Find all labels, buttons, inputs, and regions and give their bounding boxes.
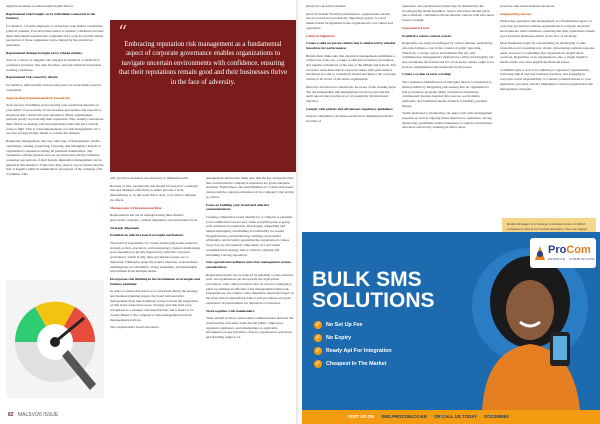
subheading: Establish an effective board oversight mechanism:	[110, 233, 184, 238]
subheading: Create a system of early warning:	[402, 72, 452, 77]
subheading: Strategic Alignment	[110, 225, 140, 230]
ad-visit-label: VISIT US ON	[348, 414, 375, 419]
left-column-3	[206, 176, 294, 404]
subheading: Comply with policies and all relevant regulatory guidelines:	[306, 106, 394, 111]
ad-feature-list	[314, 320, 392, 372]
ad-title-line-2: SOLUTIONS	[312, 289, 435, 312]
paragraph: Reputation management, like any other type of management, entails organising, creating, preserving, fostering, and managing a brand's or organisation's reputation among all pertinent stakeholders. The businesses with the greatest success are those that actively influence consumer perceptions of their brands. Reputation management can be helpful in this situation. If this isn't done, there's a good chance that the risk of negative shifts in stakeholders' perception of the company will crystallise. This	[6, 139, 104, 177]
paragraph: for instance, a hostile employee or an investor who makes contentious political remarks. Executive misconduct is another contributor because these individuals represent the companies they work for and the public perception of those companies can be shaped by the executives' reputation.	[6, 24, 104, 47]
section-heading: Operational Focus	[402, 25, 430, 30]
subheading: Focus on building your brand and effective communications:	[206, 202, 270, 212]
paragraph: Teams dedicated to monitoring can assist with crisis management response as well as ongoing threat detection to reputation. Strong monitoring capabilities enable businesses to analyse and interpret data more effectively, resulting in better, more	[402, 111, 493, 130]
paragraph: Reputational harm can be reduced by handling a crisis situation well. An organisation can incorporate the appropriate procedures, roles, and governance into its current contingency plans by utilising an efficient crisis management framework. Organisations can conduct crisis simulation rehearsals based on the most critical reputational risks to test procedures and gain experience in preparedness for disruptive occurrences.	[206, 272, 294, 305]
procom-logo	[530, 238, 596, 268]
paragraph: Apart from their financial performance, organisations should also be perceived as positively impacting society. A social mission must be ingrained in the organisation's core values and operations.	[306, 11, 393, 30]
paragraph: Because of this, reputational risk should be treated as a strategic risk and managed effectively to either prevent it from materialising or, in the event that it does, to be able to mitigate its effects.	[110, 183, 199, 202]
paragraph: for instance, unfavourable reviews and posts on social media beyond complaints.	[6, 83, 101, 92]
paragraph: Serious compliance violations are the most damaging incidents in terms of	[306, 114, 393, 124]
paragraph: why proactive measures are necessary to minimise harm.	[110, 176, 189, 180]
ad-feature: ✓ Cheapest In The Market	[315, 360, 387, 367]
paragraph: Reputational risk can be managed using three distinct approaches: strategic, cultural alignment, and operational focus.	[110, 213, 198, 222]
author-bio: Reuben Kisagun is a strategy consultant and a certified competency-based curriculum developer. You can engage	[502, 218, 596, 262]
check-icon: ✓	[315, 360, 321, 367]
paragraph: shared in a proactive manner.	[306, 4, 347, 8]
ad-title-line-1: BULK SMS	[312, 268, 422, 291]
subheading: Reputational risk brought on by individuals connected to the business;	[6, 11, 96, 21]
paragraph: There should be more value-added communication between the board and the executive team and the public, employees, suppliers, regulators, and shareholders as applicable. Information on key priorities, choices, organisation operations, and branding ought to be	[206, 316, 294, 340]
quote-mark: “	[118, 22, 128, 43]
procom-tagline: PROMOTE · COMMUNICATE	[548, 257, 595, 261]
paragraph: Reputation can easily be damaged by control failures, particularly when the failures occur in the context of public reporting. Therefore, a strong control environment that not only communicates management's dedication to ethics and integrity but also establishes the framework for a risk-aware culture ought to be in place, implemented and monitored by the board.	[402, 41, 494, 69]
right-column-3	[500, 4, 596, 216]
subheading: Create a solid corporate culture that is reinforced by suitable incentives for performance:	[306, 41, 396, 50]
subheading: Reputational damage brought on by related entities;	[6, 50, 83, 55]
paragraph: proactive risk-based business decisions.	[500, 4, 555, 8]
ad-title	[312, 269, 435, 311]
paragraph: The board is responsible for closely monitoring issues related to strategy, policy, execution, and transparency. Indeed, maintaining good reputation is greatly impacted by effective corporate governance, which is why these governance issues are so important. Ultimately under the board's direction, it necessitates unambiguous accountability, strong leadership, and meaningful involvement from multiple teams.	[110, 241, 200, 274]
paragraph: reputation. An organisation's brand may be tarnished by the accompanying media headlines. Senior executives should put in place efficient, compliance-driven internal controls with structured board oversight.	[402, 4, 494, 23]
paragraph: The continuous identification of emerging threats to reputation is made possible by integrating risk sensing into an organisation's risk governance program. Many well-known businesses continuously monitor internal data sources, social media platforms, and traditional media channels to identify potential threats.	[402, 80, 492, 108]
paragraph: management should also make sure that the key enterprise risks that could harm the company's reputation are given adequate attention. Furthermore, the establishment of a robust risk-based culture and the ongoing evaluation of the company's risk profile is critical.	[206, 176, 294, 199]
ad-feature: ✓ No Expiry	[315, 334, 352, 341]
page-number: 82	[8, 412, 14, 418]
ad-phone[interactable]: 0721399063	[484, 414, 509, 419]
pull-quote	[110, 20, 296, 172]
section-heading: Safeguarding Success	[500, 11, 532, 16]
left-column-2	[110, 176, 200, 404]
check-icon: ✓	[315, 334, 321, 341]
paragraph: A mindful plan to start is by adhering to regulatory requirements, following ethical and best business practices, and engaging in corporate social responsibility. To counter potential threats to your reputation, you must actively implement corporate reputational risk management strategies.	[500, 67, 593, 91]
left-page	[0, 0, 298, 424]
paragraph: Brands must make sure that executive management establishes a robust tone at the top, a range of efficient escalation procedures, and regular evaluations of the tone at the middle and bottom. The executive team must match corporate values with performance incentives in order to completely mould and impact the corporate culture at all levels of the entire organisation.	[306, 53, 396, 82]
section-heading: Approaching Reputational Risk Proactively	[6, 95, 71, 100]
ad-feature: ✓ Ready Api For Integration	[315, 347, 392, 354]
check-icon: ✓	[315, 321, 321, 328]
risk-dial-illustration	[6, 280, 104, 398]
paragraph: Creating a distinctive brand identity for a company is essential to its commercial success and, when everything else is going well, enhances its reputation. Developing compelling and unique messaging, establishing accountability for results through metrics and monitoring, utilising social media efficiently, and fervently upholding the organisation's values every day are all essential components of a successful communication strategy that is critical to gaining and sustaining a strong reputation.	[206, 214, 293, 257]
procom-wordmark: ProCom	[548, 244, 591, 256]
subheading: Reputational risk caused by clients;	[6, 75, 59, 80]
subheading: Give operational resilience and crisis management serious consideration:	[206, 260, 291, 269]
check-icon: ✓	[315, 347, 321, 354]
ad-call-label: OR CALL US TODAY	[434, 414, 477, 419]
paragraph: Your success in building and protecting your reputation depends on your ability to proactively avoid customer perceptions and respond to situations that could harm your reputation. Many organisations perform poorly in protecting their reputation. They usually concentrate their efforts on dealing with the reputational risks that have already come to light. This is crisis management, not risk management; it's a reactive strategy mainly meant to contain the damage.	[6, 103, 104, 136]
procom-logo-icon	[533, 244, 547, 262]
right-column-1	[306, 4, 396, 230]
page-footer	[8, 412, 58, 418]
section-heading: Management Of Reputational Risk	[110, 205, 162, 210]
issue-label: MALSV/26 ISSUE	[17, 412, 59, 418]
paragraph: The organisation's board and senior	[110, 325, 159, 330]
paragraph: Directors and directors should also be aware of the warning signs that the independent risk management function posts and the audit reports that provide proof of potentially dysfunctional behavior.	[306, 84, 396, 103]
paragraph: such as a vendor or supplier who engages in unethical or ineffective workplace practices, like data breaches, and who mistreats hazardous working conditions.	[6, 58, 102, 72]
section-heading: Cultural Alignment	[306, 33, 335, 38]
paragraph: Embracing reputation risk management as a fundamental aspect of corporate governance enables organisations to navigate uncertain environments with confidence, ensuring that their reputations remain good and their businesses thrive in the face of adversity.	[500, 19, 595, 38]
subheading: Work together with stakeholders:	[206, 308, 256, 313]
subheading: Incorporate risk thinking in the formulation of strategies and business planning:	[110, 276, 200, 286]
paragraph: negative incidents or unfavourable health effects.	[6, 4, 74, 8]
subheading: Establish a robust control system:	[402, 33, 452, 38]
paragraph: In order to ensure that risk is not overlooked during the strategy and business planning stages, the board and executive management must take deliberate action towards the integration of risk in the related processes. Strategy and risk need to be recognised as a strategic and material risk, and it needs to be closely linked to the company's crisis management and risk management practices.	[110, 289, 198, 322]
pull-quote-text: Embracing reputation risk management as a fundamental aspect of corporate governance enables organizations to navigate uncertain environments with confidence, ensuring that their reputations remain good and their businesses thrive in the face of adversity.	[118, 41, 287, 86]
woman-with-phone-photo	[452, 246, 600, 410]
ad-contact-bar	[302, 410, 600, 424]
paragraph: Most businesses begin by concentrating on developing a value proposition and acquiring new clients. Developing resilient response plans, however, is something that organisations should never overlook. Regardless of an organisation's size, a single negative media article can cause significant financial losses.	[500, 41, 595, 65]
ad-feature: ✓ No Set Up Fee	[315, 321, 363, 328]
ad-url[interactable]: SMS.PROCOM.CO.KE	[381, 414, 427, 419]
right-column-2	[402, 4, 494, 230]
right-page	[302, 0, 600, 424]
